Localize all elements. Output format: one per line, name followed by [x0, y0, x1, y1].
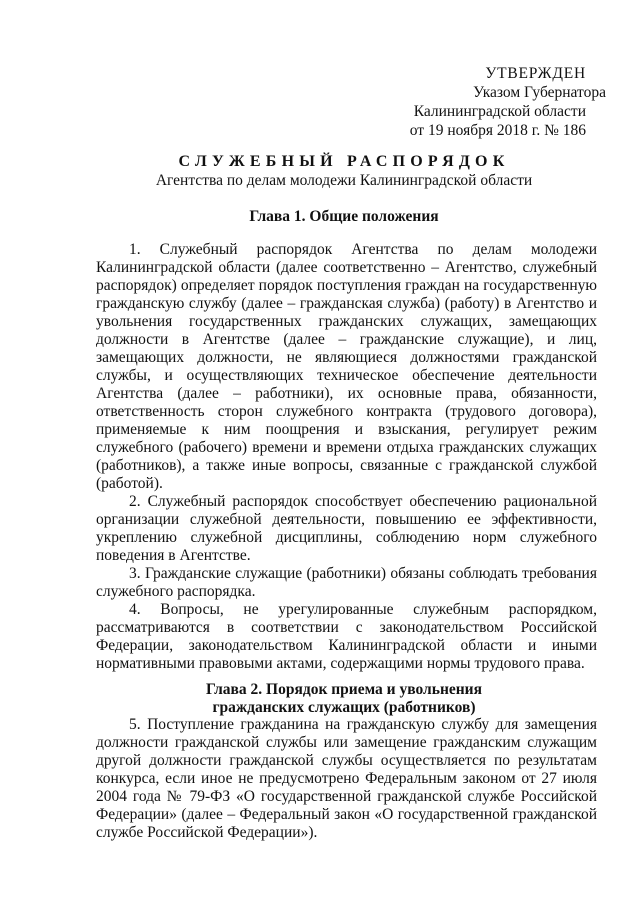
approval-title: УТВЕРЖДЕН: [485, 65, 586, 82]
chapter-2-heading-line-1: Глава 2. Порядок приема и увольнения: [205, 681, 483, 698]
paragraph-3: 3. Гражданские служащие (работники) обязаны соблюдать требования служебного распорядка.: [96, 565, 597, 600]
chapter-2-heading: [94, 681, 594, 717]
document-title: СЛУЖЕБНЫЙ РАСПОРЯДОК: [178, 153, 510, 170]
chapter-1-heading: Глава 1. Общие положения: [249, 208, 439, 225]
paragraph-5: 5. Поступление гражданина на гражданскую службу для замещения должности гражданской службы или замещение гражданским служащим другой должности гражданской службы осуществляется по результатам конкурса, если иное не предусмотрено Федеральным законом от 27 июля 2004 года № 79-ФЗ «О государственной гражданской службе Российской Федерации» (далее – Федеральный закон «О государственной гражданской службе Российской Федерации»).: [96, 716, 597, 841]
document-subtitle: Агентства по делам молодежи Калининградской области: [155, 172, 533, 189]
chapter-1-body: [96, 241, 597, 673]
chapter-2-heading-line-2: гражданских служащих (работников): [212, 699, 476, 716]
approval-region: Калининградской области: [413, 103, 586, 120]
approval-date: от 19 ноября 2018 г. № 186: [409, 122, 586, 139]
chapter-2-body: [96, 716, 597, 842]
approval-stamp: [388, 64, 608, 140]
paragraph-1: 1. Служебный распорядок Агентства по делам молодежи Калининградской области (далее соответственно – Агентство, служебный распорядок) определяет порядок поступления граждан на государственную гражданскую службу (далее – гражданская служба) (работу) в Агентство и увольнения государственных гражданских служащих, замещающих должности в Агентстве (далее – гражданские служащие), и лиц, замещающих должности, не являющиеся должностями гражданской службы, и осуществляющих техническое обеспечение деятельности Агентства (далее – работники), их основные права, обязанности, ответственность сторон служебного контракта (трудового договора), применяемые к ним поощрения и взыскания, регулирует режим служебного (рабочего) времени и времени отдыха гражданских служащих (работников), а также иные вопросы, связанные с гражданской службой (работой).: [96, 241, 597, 492]
approval-authority: Указом Губернатора: [473, 84, 606, 101]
paragraph-2: 2. Служебный распорядок способствует обеспечению рациональной организации служебной деятельности, повышению ее эффективности, укреплению служебной дисциплины, соблюдению норм служебного поведения в Агентстве.: [96, 493, 597, 564]
paragraph-4: 4. Вопросы, не урегулированные служебным распорядком, рассматриваются в соответствии с законодательством Российской Федерации, законодательством Калининградской области и иными нормативными правовыми актами, содержащими нормы трудового права.: [96, 601, 597, 672]
